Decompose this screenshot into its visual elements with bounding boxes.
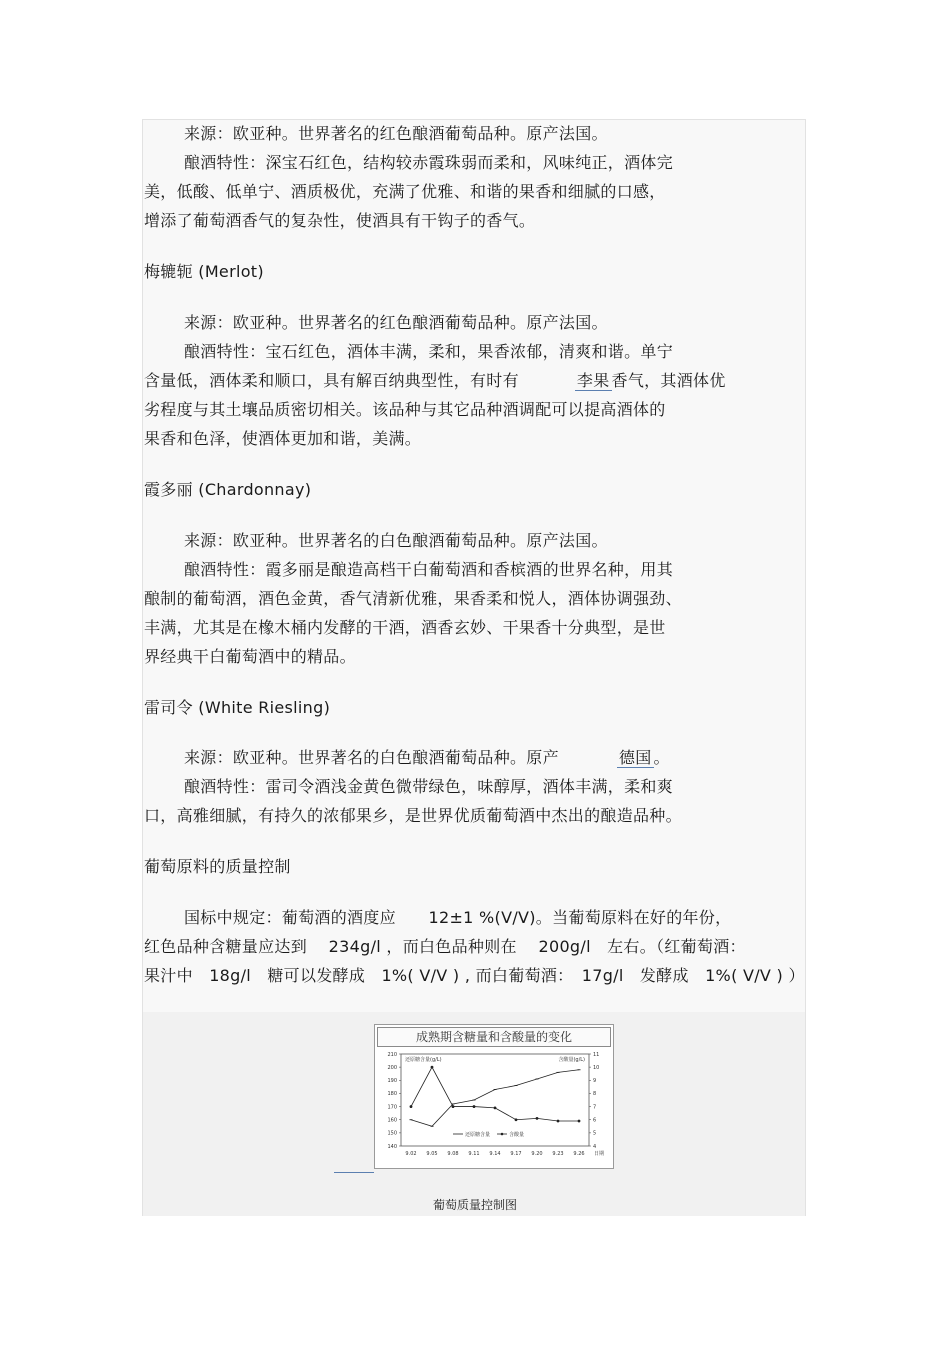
chardonnay-trait-line1: 酿酒特性：霞多丽是酿造高档干白葡萄酒和香槟酒的世界名种，用其 [184, 560, 674, 579]
quality-chart-figure [374, 1024, 614, 1169]
x-tick-label: 9.17 [510, 1151, 522, 1157]
x-tick-label: 9.14 [489, 1151, 501, 1157]
chardonnay-trait-line4: 界经典干白葡萄酒中的精品。 [144, 647, 356, 666]
left-tick-label: 160 [387, 1117, 397, 1124]
cabernet-origin: 来源：欧亚种。世界著名的红色酿酒葡萄品种。原产法国。 [184, 124, 608, 143]
series-line-0 [411, 1070, 579, 1127]
cabernet-trait-line2: 美，低酸、低单宁、酒质极优，充满了优雅、和谐的果香和细腻的口感， [144, 182, 666, 201]
acid-point [557, 1120, 560, 1123]
legend-sugar-label: 还原糖含量 [465, 1131, 491, 1138]
plot-frame [401, 1054, 589, 1146]
left-tick-label: 170 [387, 1104, 397, 1111]
left-tick-label: 180 [387, 1091, 397, 1098]
chardonnay-trait-line2: 酿制的葡萄酒，酒色金黄，香气清新优雅，果香柔和悦人，酒体协调强劲、 [144, 589, 682, 608]
merlot-trait-line4: 果香和色泽，使酒体更加和谐，美满。 [144, 429, 422, 448]
quality-heading: 葡萄原料的质量控制 [144, 857, 291, 876]
left-tick-label: 140 [387, 1143, 397, 1150]
acid-point [431, 1066, 434, 1069]
right-tick-label: 6 [593, 1117, 597, 1124]
x-tick-label: 9.26 [573, 1151, 585, 1157]
chardonnay-origin: 来源：欧亚种。世界著名的白色酿酒葡萄品种。原产法国。 [184, 531, 608, 550]
series-line-1 [411, 1067, 579, 1121]
acid-point [494, 1106, 497, 1109]
merlot-trait-line1: 酿酒特性：宝石红色，酒体丰满，柔和，果香浓郁，清爽和谐。单宁 [184, 342, 674, 361]
quality-line1: 国标中规定：葡萄酒的酒度应 12±1 %(V/V)。当葡萄原料在好的年份， [184, 908, 732, 927]
merlot-trait-line2 [144, 371, 726, 391]
acid-point [410, 1105, 413, 1108]
riesling-origin [184, 748, 670, 768]
riesling-origin-end: 。 [653, 748, 670, 767]
merlot-heading: 梅辘轭 (Merlot) [144, 262, 264, 281]
acid-point [515, 1118, 518, 1121]
riesling-trait-line2: 口，高雅细腻，有持久的浓郁果乡，是世界优质葡萄酒中杰出的酿造品种。 [144, 806, 682, 825]
x-tick-label: 9.20 [531, 1151, 543, 1157]
x-tick-label: 9.02 [405, 1151, 417, 1157]
left-tick-label: 210 [387, 1051, 397, 1058]
acid-point [473, 1105, 476, 1108]
x-tick-label: 9.23 [552, 1151, 564, 1157]
merlot-line2-start: 含量低，酒体柔和顺口，具有解百纳典型性，有时有 [144, 371, 519, 390]
cabernet-trait-line1: 酿酒特性：深宝石红色，结构较赤霞珠弱而柔和，风味纯正，酒体完 [184, 153, 674, 172]
right-tick-label: 8 [593, 1091, 597, 1098]
left-axis-label: 还原糖含量(g/L) [405, 1057, 442, 1063]
riesling-origin-start: 来源：欧亚种。世界著名的白色酿酒葡萄品种。原产 [184, 748, 559, 767]
link-underline [334, 1172, 374, 1173]
acid-point [536, 1117, 539, 1120]
quality-line2: 红色品种含糖量应达到 234g/l ，而白色品种则在 200g/l 左右。（红葡萄酒： [144, 937, 746, 956]
cabernet-trait-line3: 增添了葡萄酒香气的复杂性，使酒具有干钩子的香气。 [144, 211, 536, 230]
x-tick-label: 9.05 [426, 1151, 438, 1157]
x-tick-label: 9.08 [447, 1151, 459, 1157]
x-axis-label: 日期 [593, 1151, 605, 1157]
chart-title: 成熟期含糖量和含酸量的变化 [377, 1027, 611, 1047]
plum-link[interactable]: 李果 [576, 371, 610, 390]
right-tick-label: 4 [593, 1143, 597, 1150]
right-tick-label: 7 [593, 1104, 597, 1111]
riesling-trait-line1: 酿酒特性：雷司令酒浅金黄色微带绿色，味醇厚，酒体丰满，柔和爽 [184, 777, 674, 796]
quality-line3: 果汁中 18g/l 糖可以发酵成 1%( V/V ) , 而白葡萄酒： 17g/l 发酵成 1%( V/V ) ） [144, 966, 805, 985]
left-tick-label: 150 [387, 1130, 397, 1137]
merlot-origin: 来源：欧亚种。世界著名的红色酿酒葡萄品种。原产法国。 [184, 313, 608, 332]
chardonnay-trait-line3: 丰满，尤其是在橡木桶内发酵的干酒，酒香玄妙、干果香十分典型，是世 [144, 618, 666, 637]
legend-acid-label: 含酸量 [509, 1131, 525, 1138]
left-tick-label: 200 [387, 1064, 397, 1071]
right-tick-label: 10 [593, 1064, 600, 1071]
merlot-line2-end: 香气，其酒体优 [611, 371, 726, 390]
right-tick-label: 11 [593, 1051, 600, 1058]
legend-acid-marker [501, 1133, 504, 1136]
quality-chart [375, 1048, 613, 1168]
merlot-trait-line3: 劣程度与其土壤品质密切相关。该品种与其它品种酒调配可以提高酒体的 [144, 400, 666, 419]
riesling-heading: 雷司令 (White Riesling) [144, 698, 331, 717]
chardonnay-heading: 霞多丽 (Chardonnay) [144, 480, 312, 499]
figure-caption: 葡萄质量控制图 [432, 1198, 517, 1212]
right-axis-label: 含酸量(g/L) [558, 1057, 585, 1063]
germany-link[interactable]: 德国 [618, 748, 652, 767]
acid-point [452, 1105, 455, 1108]
right-tick-label: 9 [593, 1078, 597, 1085]
x-tick-label: 9.11 [468, 1151, 480, 1157]
acid-point [578, 1120, 581, 1123]
left-tick-label: 190 [387, 1078, 397, 1085]
right-tick-label: 5 [593, 1130, 597, 1137]
